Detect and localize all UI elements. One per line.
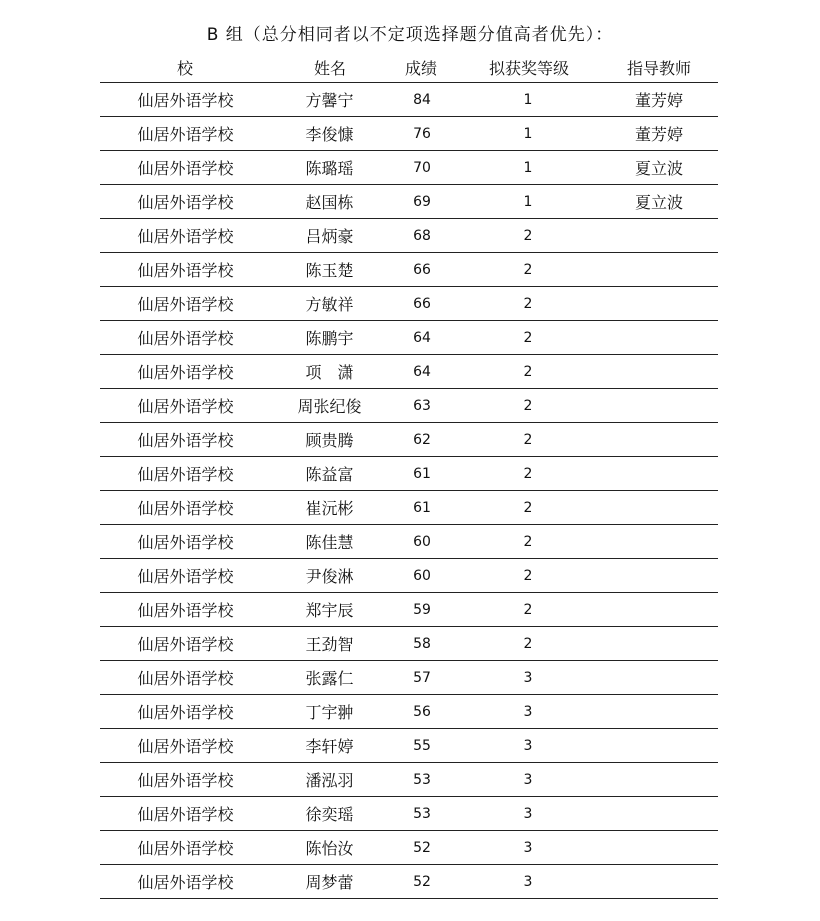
table-row	[100, 355, 718, 389]
cell-score: 57	[388, 661, 456, 695]
cell-award-level: 2	[456, 525, 600, 559]
cell-score: 52	[388, 831, 456, 865]
cell-teacher	[600, 695, 718, 729]
cell-award-level: 2	[456, 491, 600, 525]
cell-teacher	[600, 729, 718, 763]
cell-name: 徐奕瑶	[271, 797, 388, 831]
cell-teacher: 董芳婷	[600, 83, 718, 117]
cell-school: 仙居外语学校	[100, 389, 271, 423]
cell-name: 王劲智	[271, 627, 388, 661]
table-header	[100, 52, 718, 83]
results-table-body	[100, 83, 718, 899]
cell-score: 76	[388, 117, 456, 151]
cell-score: 56	[388, 695, 456, 729]
cell-score: 84	[388, 83, 456, 117]
cell-school: 仙居外语学校	[100, 287, 271, 321]
cell-teacher	[600, 491, 718, 525]
cell-name: 陈玉楚	[271, 253, 388, 287]
cell-award-level: 1	[456, 117, 600, 151]
cell-name: 顾贵腾	[271, 423, 388, 457]
cell-school: 仙居外语学校	[100, 491, 271, 525]
cell-name: 方馨宁	[271, 83, 388, 117]
cell-award-level: 2	[456, 253, 600, 287]
cell-teacher	[600, 627, 718, 661]
results-table	[100, 83, 718, 899]
cell-teacher: 夏立波	[600, 185, 718, 219]
cell-score: 61	[388, 457, 456, 491]
table-row	[100, 457, 718, 491]
cell-award-level: 3	[456, 661, 600, 695]
cell-score: 64	[388, 355, 456, 389]
cell-name: 周梦蕾	[271, 865, 388, 899]
cell-school: 仙居外语学校	[100, 219, 271, 253]
header-teacher: 指导教师	[626, 59, 692, 78]
table-row	[100, 491, 718, 525]
cell-name: 李俊慷	[271, 117, 388, 151]
cell-score: 60	[388, 525, 456, 559]
cell-award-level: 2	[456, 559, 600, 593]
cell-school: 仙居外语学校	[100, 797, 271, 831]
cell-teacher	[600, 253, 718, 287]
header-school: 校	[176, 59, 194, 78]
cell-award-level: 1	[456, 151, 600, 185]
table-row	[100, 865, 718, 899]
cell-teacher	[600, 525, 718, 559]
cell-school: 仙居外语学校	[100, 151, 271, 185]
cell-score: 66	[388, 287, 456, 321]
cell-teacher	[600, 831, 718, 865]
cell-school: 仙居外语学校	[100, 763, 271, 797]
cell-award-level: 3	[456, 763, 600, 797]
cell-award-level: 2	[456, 389, 600, 423]
table-row	[100, 831, 718, 865]
cell-school: 仙居外语学校	[100, 729, 271, 763]
cell-award-level: 2	[456, 287, 600, 321]
cell-school: 仙居外语学校	[100, 831, 271, 865]
table-row	[100, 423, 718, 457]
header-score: 成绩	[404, 59, 438, 78]
page-title: B 组（总分相同者以不定项选择题分值高者优先）：	[206, 25, 614, 45]
cell-teacher	[600, 797, 718, 831]
cell-score: 70	[388, 151, 456, 185]
cell-name: 崔沅彬	[271, 491, 388, 525]
cell-teacher	[600, 287, 718, 321]
cell-school: 仙居外语学校	[100, 355, 271, 389]
table-row	[100, 525, 718, 559]
table-row	[100, 559, 718, 593]
cell-award-level: 3	[456, 831, 600, 865]
cell-school: 仙居外语学校	[100, 525, 271, 559]
cell-award-level: 2	[456, 457, 600, 491]
cell-teacher	[600, 355, 718, 389]
cell-school: 仙居外语学校	[100, 593, 271, 627]
table-row	[100, 321, 718, 355]
cell-teacher	[600, 219, 718, 253]
table-row	[100, 695, 718, 729]
cell-school: 仙居外语学校	[100, 559, 271, 593]
cell-award-level: 2	[456, 321, 600, 355]
cell-teacher	[600, 321, 718, 355]
cell-award-level: 1	[456, 185, 600, 219]
table-row	[100, 151, 718, 185]
cell-award-level: 2	[456, 355, 600, 389]
cell-teacher: 夏立波	[600, 151, 718, 185]
cell-score: 52	[388, 865, 456, 899]
cell-teacher	[600, 593, 718, 627]
cell-name: 陈鹏宇	[271, 321, 388, 355]
cell-award-level: 2	[456, 219, 600, 253]
cell-name: 吕炳豪	[271, 219, 388, 253]
cell-school: 仙居外语学校	[100, 457, 271, 491]
cell-score: 68	[388, 219, 456, 253]
cell-award-level: 3	[456, 729, 600, 763]
cell-teacher	[600, 423, 718, 457]
cell-score: 63	[388, 389, 456, 423]
table-row	[100, 117, 718, 151]
cell-award-level: 2	[456, 627, 600, 661]
cell-name: 张露仁	[271, 661, 388, 695]
cell-score: 69	[388, 185, 456, 219]
cell-award-level: 3	[456, 797, 600, 831]
cell-school: 仙居外语学校	[100, 185, 271, 219]
table-row	[100, 185, 718, 219]
cell-school: 仙居外语学校	[100, 321, 271, 355]
header-award-level: 拟获奖等级	[488, 59, 570, 78]
cell-teacher	[600, 763, 718, 797]
cell-name: 丁宇翀	[271, 695, 388, 729]
cell-score: 66	[388, 253, 456, 287]
cell-school: 仙居外语学校	[100, 661, 271, 695]
cell-name: 陈璐瑶	[271, 151, 388, 185]
table-row	[100, 389, 718, 423]
cell-score: 64	[388, 321, 456, 355]
cell-award-level: 1	[456, 83, 600, 117]
cell-name: 陈怡汝	[271, 831, 388, 865]
cell-name: 李轩婷	[271, 729, 388, 763]
cell-school: 仙居外语学校	[100, 117, 271, 151]
cell-teacher	[600, 865, 718, 899]
cell-award-level: 2	[456, 423, 600, 457]
cell-score: 53	[388, 797, 456, 831]
cell-name: 潘泓羽	[271, 763, 388, 797]
cell-school: 仙居外语学校	[100, 627, 271, 661]
table-row	[100, 797, 718, 831]
header-name: 姓名	[313, 59, 347, 78]
table-row	[100, 661, 718, 695]
cell-teacher	[600, 559, 718, 593]
cell-score: 53	[388, 763, 456, 797]
table-row	[100, 729, 718, 763]
cell-award-level: 3	[456, 695, 600, 729]
table-row	[100, 593, 718, 627]
cell-score: 62	[388, 423, 456, 457]
table-row	[100, 287, 718, 321]
cell-school: 仙居外语学校	[100, 423, 271, 457]
cell-name: 郑宇辰	[271, 593, 388, 627]
cell-name: 方敏祥	[271, 287, 388, 321]
cell-score: 61	[388, 491, 456, 525]
cell-school: 仙居外语学校	[100, 253, 271, 287]
cell-award-level: 2	[456, 593, 600, 627]
cell-school: 仙居外语学校	[100, 865, 271, 899]
table-row	[100, 763, 718, 797]
cell-name: 项 潇	[271, 355, 388, 389]
cell-score: 58	[388, 627, 456, 661]
cell-award-level: 3	[456, 865, 600, 899]
cell-score: 60	[388, 559, 456, 593]
cell-name: 陈益富	[271, 457, 388, 491]
cell-teacher: 董芳婷	[600, 117, 718, 151]
cell-name: 陈佳慧	[271, 525, 388, 559]
cell-teacher	[600, 661, 718, 695]
cell-name: 赵国栋	[271, 185, 388, 219]
table-row	[100, 253, 718, 287]
cell-school: 仙居外语学校	[100, 83, 271, 117]
cell-name: 尹俊淋	[271, 559, 388, 593]
cell-score: 55	[388, 729, 456, 763]
cell-score: 59	[388, 593, 456, 627]
table-row	[100, 219, 718, 253]
cell-teacher	[600, 389, 718, 423]
cell-teacher	[600, 457, 718, 491]
table-row	[100, 627, 718, 661]
cell-name: 周张纪俊	[271, 389, 388, 423]
cell-school: 仙居外语学校	[100, 695, 271, 729]
table-row	[100, 83, 718, 117]
